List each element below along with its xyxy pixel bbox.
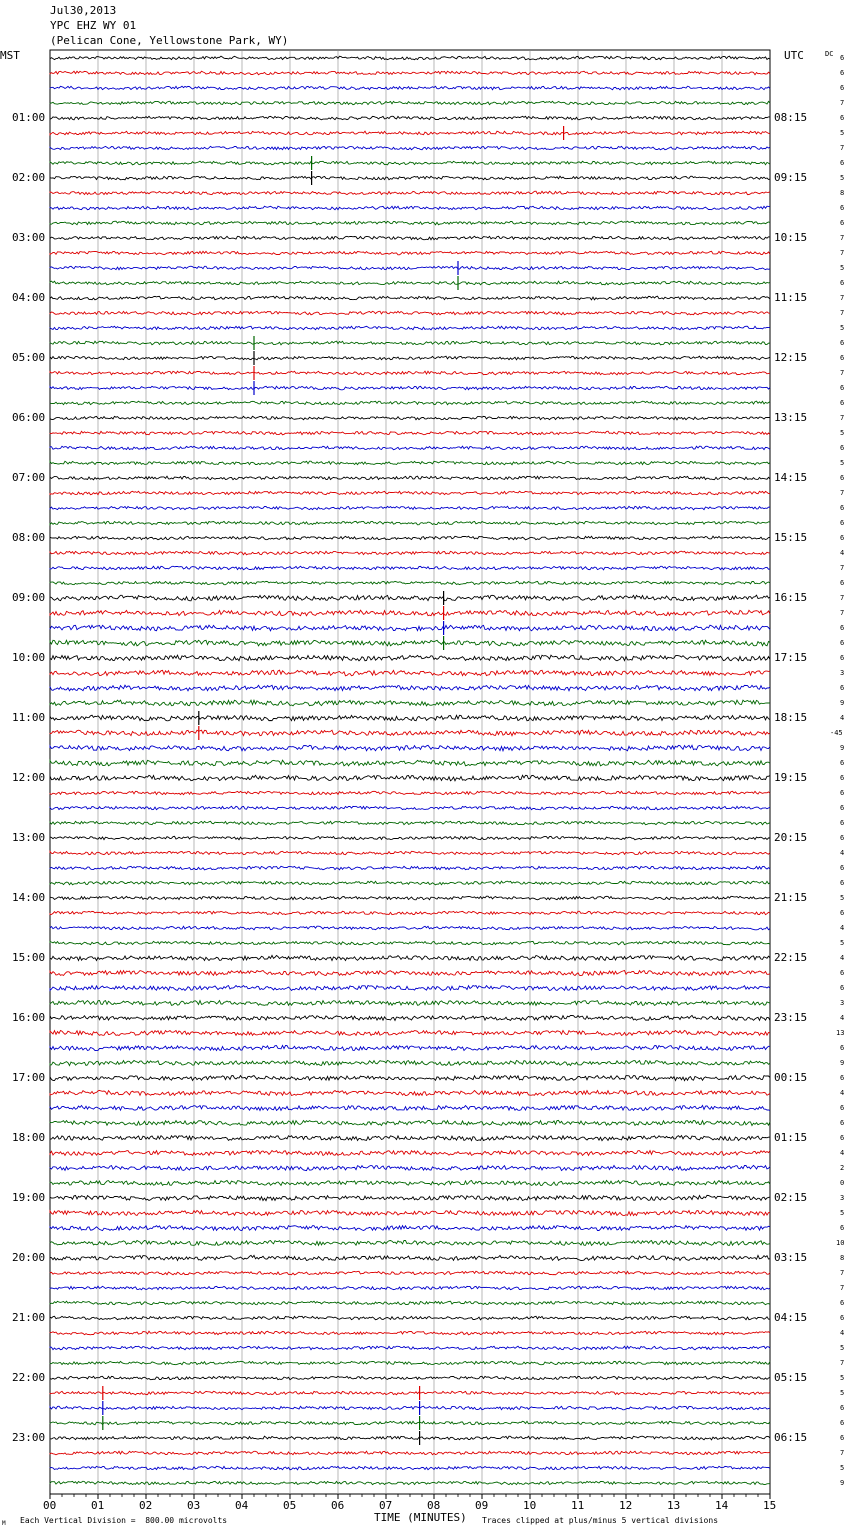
dc-offset-label: 9 [840,744,845,752]
utc-hour-label: 16:15 [774,591,808,604]
dc-offset-label: 9 [840,1479,845,1487]
trace-line [50,986,770,991]
dc-offset-label: 6 [840,339,845,347]
trace-line [50,266,770,270]
dc-offset-label: 6 [840,84,845,92]
dc-offset-label: 6 [840,384,845,392]
trace-line [50,1316,770,1320]
trace-line [50,775,770,781]
x-tick-label: 02 [139,1499,153,1512]
dc-offset-label: 5 [840,1209,845,1217]
trace-line [50,101,770,105]
mst-hour-label: 06:00 [12,411,46,424]
utc-hour-label: 21:15 [774,891,808,904]
trace-line [50,86,770,90]
trace-line [50,71,770,75]
trace-line [50,281,770,285]
utc-hour-label: 13:15 [774,411,808,424]
trace-line [50,1376,770,1379]
dc-offset-label: 6 [840,759,845,767]
dc-offset-label: 6 [840,804,845,812]
dc-offset-label: 6 [840,444,845,452]
utc-hour-label: 01:15 [774,1131,808,1144]
trace-line [50,655,770,661]
trace-line [50,685,770,691]
trace-line [50,1076,770,1081]
dc-offset-label: 7 [840,99,845,107]
dc-offset-label: 5 [840,129,845,137]
trace-line [50,1255,770,1260]
dc-offset-label: 6 [840,69,845,77]
mst-hour-label: 02:00 [12,171,46,184]
trace-line [50,1106,770,1111]
dc-offset-label: 6 [840,504,845,512]
dc-offset-label: 7 [840,369,845,377]
trace-line [50,1466,770,1470]
mst-hour-label: 19:00 [12,1191,46,1204]
dc-offset-label: 6 [840,864,845,872]
trace-line [50,715,770,721]
utc-hour-label: 09:15 [774,171,808,184]
trace-line [50,371,770,375]
dc-offset-label: 6 [840,1119,845,1127]
dc-offset-label: 7 [840,414,845,422]
trace-line [50,1045,770,1050]
x-tick-label: 00 [43,1499,57,1512]
mst-hour-label: 17:00 [12,1071,46,1084]
dc-offset-label: 4 [840,849,845,857]
dc-offset-label: 6 [840,1224,845,1232]
dc-offset-label: 5 [840,1389,845,1397]
trace-line [50,56,770,60]
trace-line [50,1286,770,1290]
trace-line [50,116,770,120]
dc-offset-label: 7 [840,1449,845,1457]
dc-offset-label: 6 [840,534,845,542]
mst-hour-label: 08:00 [12,531,46,544]
dc-offset-label: 5 [840,264,845,272]
x-tick-label: 04 [235,1499,249,1512]
trace-line [50,896,770,900]
trace-line [50,1015,770,1020]
dc-offset-label: 6 [840,624,845,632]
dc-offset-label: 6 [840,834,845,842]
trace-line [50,1120,770,1125]
trace-line [50,881,770,885]
dc-offset-label: 6 [840,279,845,287]
trace-line [50,670,770,676]
dc-offset-label: 7 [840,234,845,242]
trace-line [50,1391,770,1395]
dc-offset-label: 4 [840,1149,845,1157]
trace-line [50,236,770,240]
trace-line [50,521,770,525]
trace-line [50,536,770,540]
dc-offset-label: 5 [840,1464,845,1472]
dc-offset-label: 6 [840,774,845,782]
trace-line [50,791,770,795]
utc-hour-label: 02:15 [774,1191,808,1204]
trace-line [50,176,770,180]
dc-offset-label: 4 [840,714,845,722]
x-tick-label: 10 [523,1499,537,1512]
utc-hour-label: 19:15 [774,771,808,784]
trace-line [50,926,770,930]
trace-line [50,1331,770,1335]
dc-offset-label: 7 [840,249,845,257]
trace-line [50,625,770,631]
dc-offset-label: 5 [840,939,845,947]
trace-line [50,341,770,345]
trace-line [50,1151,770,1156]
dc-offset-label: 6 [840,1434,845,1442]
x-tick-label: 14 [715,1499,729,1512]
trace-line [50,1031,770,1036]
trace-line [50,851,770,855]
trace-line [50,821,770,824]
trace-line [50,1361,770,1365]
trace-line [50,836,770,840]
dc-offset-label: 6 [840,879,845,887]
utc-hour-label: 04:15 [774,1311,808,1324]
dc-offset-label: 7 [840,594,845,602]
utc-hour-label: 18:15 [774,711,808,724]
utc-axis-label: UTC [784,49,804,62]
trace-line [50,146,770,150]
dc-offset-label: 5 [840,1344,845,1352]
date-label: Jul30,2013 [50,4,117,17]
station-label: YPC EHZ WY 01 [50,19,137,32]
dc-offset-label: 4 [840,1089,845,1097]
dc-offset-label: 7 [840,489,845,497]
trace-line [50,1436,770,1440]
dc-offset-label: 6 [840,54,845,62]
dc-label: DC [825,50,834,58]
trace-line [50,581,770,584]
x-tick-label: 05 [283,1499,297,1512]
trace-line [50,1346,770,1350]
dc-offset-label: 6 [840,204,845,212]
trace-line [50,1195,770,1200]
trace-line [50,566,770,570]
scale-note: Each Vertical Division = 800.00 microvolts [20,1516,228,1525]
dc-offset-label: 6 [840,819,845,827]
dc-offset-label: 7 [840,564,845,572]
dc-offset-label: 5 [840,894,845,902]
dc-offset-label: 6 [840,1404,845,1412]
mst-hour-label: 01:00 [12,111,46,124]
x-tick-label: 09 [475,1499,489,1512]
dc-offset-label: 8 [840,1254,845,1262]
mst-hour-label: 23:00 [12,1431,46,1444]
trace-line [50,311,770,315]
mst-hour-label: 03:00 [12,231,46,244]
trace-line [50,1241,770,1246]
trace-line [50,431,770,435]
trace-line [50,1165,770,1170]
trace-line [50,1451,770,1455]
trace-line [50,955,770,960]
dc-offset-label: 5 [840,429,845,437]
x-tick-label: 15 [763,1499,777,1512]
dc-offset-label: 7 [840,1269,845,1277]
utc-hour-label: 00:15 [774,1071,808,1084]
dc-offset-label: 5 [840,1374,845,1382]
dc-offset-label: 0 [840,1179,845,1187]
trace-line [50,476,770,480]
mst-hour-label: 11:00 [12,711,46,724]
trace-line [50,131,770,135]
mst-hour-label: 18:00 [12,1131,46,1144]
dc-offset-label: 6 [840,399,845,407]
trace-line [50,730,770,736]
trace-line [50,551,770,555]
dc-offset-label: 6 [840,159,845,167]
dc-offset-label: 7 [840,1359,845,1367]
clip-note: Traces clipped at plus/minus 5 vertical divisions [482,1516,719,1525]
dc-offset-label: 3 [840,999,845,1007]
trace-line [50,806,770,810]
utc-hour-label: 23:15 [774,1011,808,1024]
dc-offset-label: 6 [840,654,845,662]
dc-offset-label: 4 [840,549,845,557]
dc-offset-label: 6 [840,219,845,227]
dc-offset-label: 6 [840,1419,845,1427]
trace-line [50,206,770,210]
trace-line [50,1226,770,1231]
trace-line [50,1211,770,1216]
dc-offset-label: 10 [836,1239,845,1247]
utc-hour-label: 20:15 [774,831,808,844]
trace-line [50,700,770,706]
dc-offset-label: 6 [840,1044,845,1052]
mst-hour-label: 14:00 [12,891,46,904]
trace-line [50,971,770,976]
trace-line [50,386,770,390]
dc-offset-label: 7 [840,1284,845,1292]
dc-offset-label: 6 [840,789,845,797]
trace-line [50,491,770,495]
dc-offset-label: 6 [840,909,845,917]
dc-offset-label: 13 [836,1029,845,1037]
trace-line [50,1060,770,1065]
dc-offset-label: 7 [840,294,845,302]
dc-offset-label: 6 [840,639,845,647]
utc-hour-label: 08:15 [774,111,808,124]
mst-hour-label: 09:00 [12,591,46,604]
mst-hour-label: 22:00 [12,1371,46,1384]
mst-hour-label: 12:00 [12,771,46,784]
trace-line [50,191,770,195]
trace-line [50,446,770,450]
dc-offset-label: 7 [840,609,845,617]
trace-line [50,506,770,510]
trace-line [50,1001,770,1006]
trace-line [50,326,770,330]
mst-hour-label: 07:00 [12,471,46,484]
mst-axis-label: MST [0,49,20,62]
dc-offset-label: 4 [840,954,845,962]
trace-line [50,640,770,646]
dc-offset-label: 6 [840,579,845,587]
dc-offset-label: 3 [840,1194,845,1202]
x-tick-label: 06 [331,1499,345,1512]
dc-offset-label: 7 [840,144,845,152]
dc-offset-label: 6 [840,684,845,692]
dc-offset-label: 5 [840,174,845,182]
dc-offset-label: 6 [840,1134,845,1142]
dc-offset-label: 2 [840,1164,845,1172]
trace-line [50,161,770,165]
location-label: (Pelican Cone, Yellowstone Park, WY) [50,34,289,47]
utc-hour-label: 10:15 [774,231,808,244]
dc-offset-label: -45 [830,729,843,737]
dc-offset-label: 6 [840,969,845,977]
dc-offset-label: 9 [840,699,845,707]
mst-hour-label: 13:00 [12,831,46,844]
dc-offset-label: 5 [840,324,845,332]
utc-hour-label: 05:15 [774,1371,808,1384]
utc-hour-label: 17:15 [774,651,808,664]
dc-offset-label: 6 [840,114,845,122]
trace-line [50,941,770,945]
trace-line [50,760,770,766]
trace-line [50,745,770,751]
dc-offset-label: 4 [840,924,845,932]
dc-offset-label: 6 [840,519,845,527]
trace-line [50,1481,770,1485]
trace-line [50,221,770,225]
dc-offset-label: 9 [840,1059,845,1067]
dc-offset-label: 6 [840,1299,845,1307]
trace-line [50,251,770,255]
dc-offset-label: 5 [840,459,845,467]
dc-offset-label: 6 [840,1314,845,1322]
utc-hour-label: 11:15 [774,291,808,304]
dc-offset-label: 7 [840,309,845,317]
trace-line [50,1301,770,1305]
mst-hour-label: 21:00 [12,1311,46,1324]
dc-offset-label: 8 [840,189,845,197]
x-tick-label: 03 [187,1499,201,1512]
utc-hour-label: 14:15 [774,471,808,484]
utc-hour-label: 03:15 [774,1251,808,1264]
mst-hour-label: 15:00 [12,951,46,964]
x-axis-title: TIME (MINUTES) [374,1511,467,1524]
utc-hour-label: 12:15 [774,351,808,364]
utc-hour-label: 06:15 [774,1431,808,1444]
utc-hour-label: 22:15 [774,951,808,964]
trace-line [50,356,770,360]
dc-offset-label: 3 [840,669,845,677]
mst-hour-label: 05:00 [12,351,46,364]
dc-offset-label: 4 [840,1014,845,1022]
trace-line [50,866,770,870]
mst-hour-label: 16:00 [12,1011,46,1024]
dc-offset-label: 6 [840,984,845,992]
utc-hour-label: 15:15 [774,531,808,544]
trace-line [50,911,770,914]
trace-line [50,595,770,601]
trace-line [50,1271,770,1275]
x-tick-label: 07 [379,1499,393,1512]
trace-line [50,610,770,616]
trace-line [50,461,770,465]
trace-line [50,1421,770,1425]
trace-line [50,296,770,300]
x-tick-label: 12 [619,1499,633,1512]
dc-offset-label: 6 [840,474,845,482]
mst-hour-label: 20:00 [12,1251,46,1264]
x-tick-label: 13 [667,1499,681,1512]
x-tick-label: 11 [571,1499,585,1512]
dc-offset-label: 6 [840,1104,845,1112]
trace-line [50,1090,770,1095]
dc-offset-label: 6 [840,354,845,362]
trace-line [50,1406,770,1410]
mst-hour-label: 04:00 [12,291,46,304]
trace-line [50,401,770,405]
corner-mark: M [2,1520,6,1527]
dc-offset-label: 4 [840,1329,845,1337]
x-tick-label: 01 [91,1499,105,1512]
trace-line [50,1180,770,1185]
x-tick-label: 08 [427,1499,441,1512]
trace-line [50,416,770,420]
mst-hour-label: 10:00 [12,651,46,664]
trace-line [50,1136,770,1141]
dc-offset-label: 6 [840,1074,845,1082]
